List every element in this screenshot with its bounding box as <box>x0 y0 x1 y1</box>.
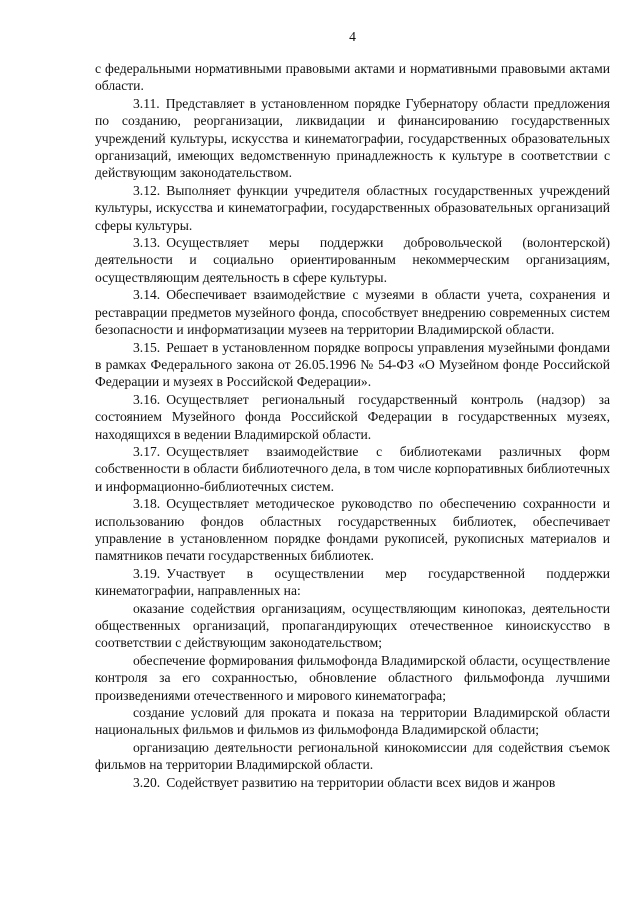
paragraph-text: Представляет в установленном порядке Губернатору области предложения по созданию, реорганизации, ликвидации и финансированию государственных учреждений культуры, искусства и кинематографии, государственных образовательных организаций, имеющих ведомственную принадлежность к культуре в соответствии с действующим законодательством. <box>95 95 610 181</box>
paragraph-continuation <box>95 60 610 95</box>
paragraph-3-17 <box>95 443 610 495</box>
paragraph-number: 3.18. <box>133 496 161 512</box>
document-page <box>95 28 610 791</box>
paragraph-text: Осуществляет региональный государственный контроль (надзор) за состоянием Музейного фонда Российской Федерации в государственных музеях, находящихся в ведении Владимирской области. <box>95 391 610 442</box>
paragraph-3-20 <box>95 774 610 791</box>
paragraph-text: с федеральными нормативными правовыми актами и нормативными правовыми актами области. <box>95 61 610 94</box>
paragraph-number: 3.12. <box>133 182 161 198</box>
page-number: 4 <box>349 29 356 44</box>
paragraph-text: организацию деятельности региональной кинокомиссии для содействия съемок фильмов на территории Владимирской области. <box>95 739 610 773</box>
paragraph-number: 3.20. <box>133 774 161 790</box>
paragraph-3-19 <box>95 565 610 600</box>
list-item-film-fund <box>95 652 610 704</box>
paragraph-3-14 <box>95 286 610 338</box>
list-item-film-commission <box>95 739 610 774</box>
paragraph-number: 3.11. <box>133 95 160 111</box>
paragraph-3-16 <box>95 391 610 443</box>
paragraph-3-18 <box>95 495 610 565</box>
paragraph-number: 3.15. <box>133 339 161 355</box>
paragraph-text: создание условий для проката и показа на территории Владимирской области национальных фильмов и фильмов из фильмофонда Владимирской области; <box>95 705 610 738</box>
paragraph-text: Осуществляет меры поддержки добровольческой (волонтерской) деятельности и социально ориентированным некоммерческим организациям, осуществляющим деятельность в сфере культуры. <box>95 235 610 285</box>
paragraph-number: 3.19. <box>133 565 161 581</box>
paragraph-text: Обеспечивает взаимодействие с музеями в области учета, сохранения и реставрации предметов музейного фонда, способствует внедрению современных систем безопасности и информатизации музеев на территории Владимирской области. <box>95 287 610 338</box>
paragraph-text: оказание содействия организациям, осуществляющим кинопоказ, деятельности общественных организаций, пропагандирующих отечественное киноискусство в соответствии с действующим законодательством; <box>95 600 610 651</box>
paragraph-text: Осуществляет методическое руководство по обеспечению сохранности и использованию фондов областных государственных библиотек, обеспечивает управление в установленном порядке фондами рукописей, рукописных материалов и памятников печати государственных библиотек. <box>95 496 610 564</box>
paragraph-text: Содействует развитию на территории области всех видов и жанров <box>166 774 556 790</box>
list-item-film-distribution <box>95 704 610 739</box>
list-item-cinema-support <box>95 600 610 652</box>
paragraph-number: 3.13. <box>133 235 161 251</box>
paragraph-number: 3.17. <box>133 443 161 459</box>
paragraph-text: Участвует в осуществлении мер государственной поддержки кинематографии, направленных на: <box>95 565 610 599</box>
paragraph-3-12 <box>95 182 610 234</box>
paragraph-text: обеспечение формирования фильмофонда Владимирской области, осуществление контроля за его сохранностью, обновление областного фильмофонда лучшими произведениями отечественного и мирового кинематографа; <box>95 652 610 703</box>
paragraph-number: 3.14. <box>133 287 161 303</box>
paragraph-text: Осуществляет взаимодействие с библиотеками различных форм собственности в области библиотечного дела, в том числе корпоративных библиотечных и информационно-библиотечных систем. <box>95 443 610 494</box>
paragraph-3-13 <box>95 234 610 286</box>
paragraph-text: Выполняет функции учредителя областных государственных учреждений культуры, искусства и кинематографии, государственных образовательных организаций сферы культуры. <box>95 182 610 233</box>
paragraph-3-11 <box>95 95 610 182</box>
paragraph-number: 3.16. <box>133 391 161 407</box>
paragraph-3-15 <box>95 339 610 391</box>
paragraph-text: Решает в установленном порядке вопросы управления музейными фондами в рамках Федерального закона от 26.05.1996 № 54-ФЗ «О Музейном фонде Российской Федерации и музеях в Российской Федерации». <box>95 339 610 390</box>
